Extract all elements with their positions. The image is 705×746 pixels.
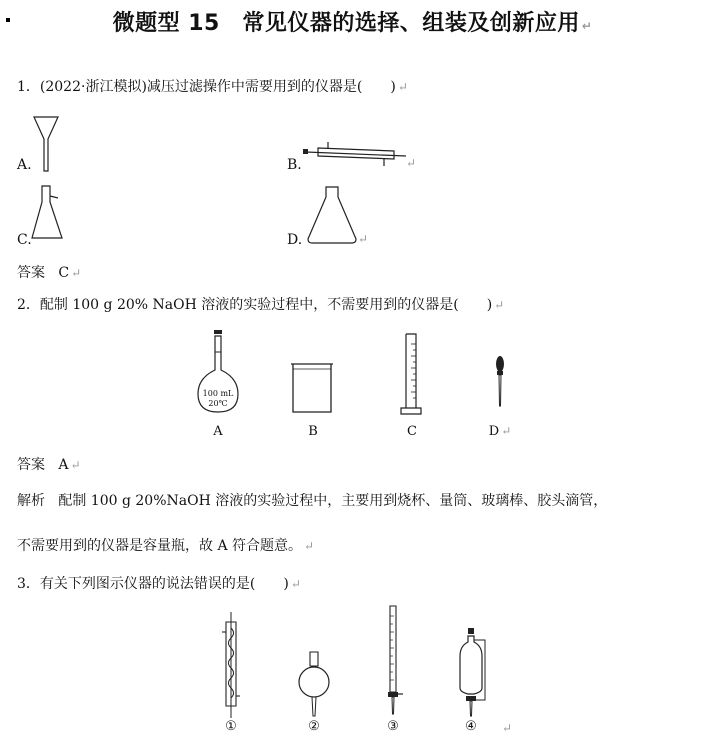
- separatory-funnel-icon: [454, 628, 488, 718]
- suction-flask-icon: [30, 184, 70, 242]
- q3-label-1: ①: [225, 719, 237, 734]
- q2-label-b: B: [308, 424, 318, 439]
- flask-temp-text: 20℃: [208, 399, 228, 408]
- return-mark: ↵: [406, 156, 417, 170]
- funnel-icon: [32, 117, 62, 173]
- q2-stem: 2．配制 100 g 20% NaOH 溶液的实验过程中，不需要用到的仪器是( ) ↵: [17, 297, 505, 313]
- q1-option-d: D.: [287, 232, 303, 248]
- q3-stem: 3．有关下列图示仪器的说法错误的是( ) ↵: [17, 576, 301, 592]
- q1-option-c: C.: [17, 232, 32, 248]
- flask-volume-text: 100 mL: [202, 389, 234, 398]
- return-mark: ↵: [358, 232, 369, 246]
- q2-label-c: C: [407, 424, 417, 439]
- burette-icon: [383, 606, 405, 718]
- beaker-icon: [291, 362, 335, 414]
- q2-analysis-line2: 不需要用到的仪器是容量瓶，故 A 符合题意。 ↵: [17, 538, 315, 554]
- condenser-icon: [306, 140, 406, 168]
- graduated-cylinder-icon: [400, 332, 430, 416]
- page-title: 微题型 15 常见仪器的选择、组装及创新应用 ↵: [112, 11, 593, 36]
- conical-flask-icon: [306, 185, 358, 245]
- q3-label-3: ③: [387, 719, 399, 734]
- bulb-condenser-icon: [220, 612, 242, 718]
- q2-analysis-line1: 解析 配制 100 g 20%NaOH 溶液的实验过程中，主要用到烧杯、量筒、玻璃棒、胶头滴管，: [17, 493, 608, 509]
- q2-answer: 答案 A ↵: [17, 457, 81, 473]
- round-bulb-icon: [297, 652, 331, 718]
- return-mark: ↵: [502, 721, 513, 735]
- q3-label-4: ④: [465, 719, 477, 734]
- dropper-icon: [493, 356, 507, 408]
- q1-answer: 答案 C ↵: [17, 265, 82, 281]
- q1-option-b: B.: [287, 157, 302, 173]
- q1-option-a: A.: [17, 157, 32, 173]
- q1-stem: 1．(2022·浙江模拟)减压过滤操作中需要用到的仪器是( ) ↵: [17, 79, 408, 95]
- q2-label-d: D ↵: [488, 424, 512, 439]
- q3-label-2: ②: [308, 719, 320, 734]
- q2-label-a: A: [213, 424, 223, 439]
